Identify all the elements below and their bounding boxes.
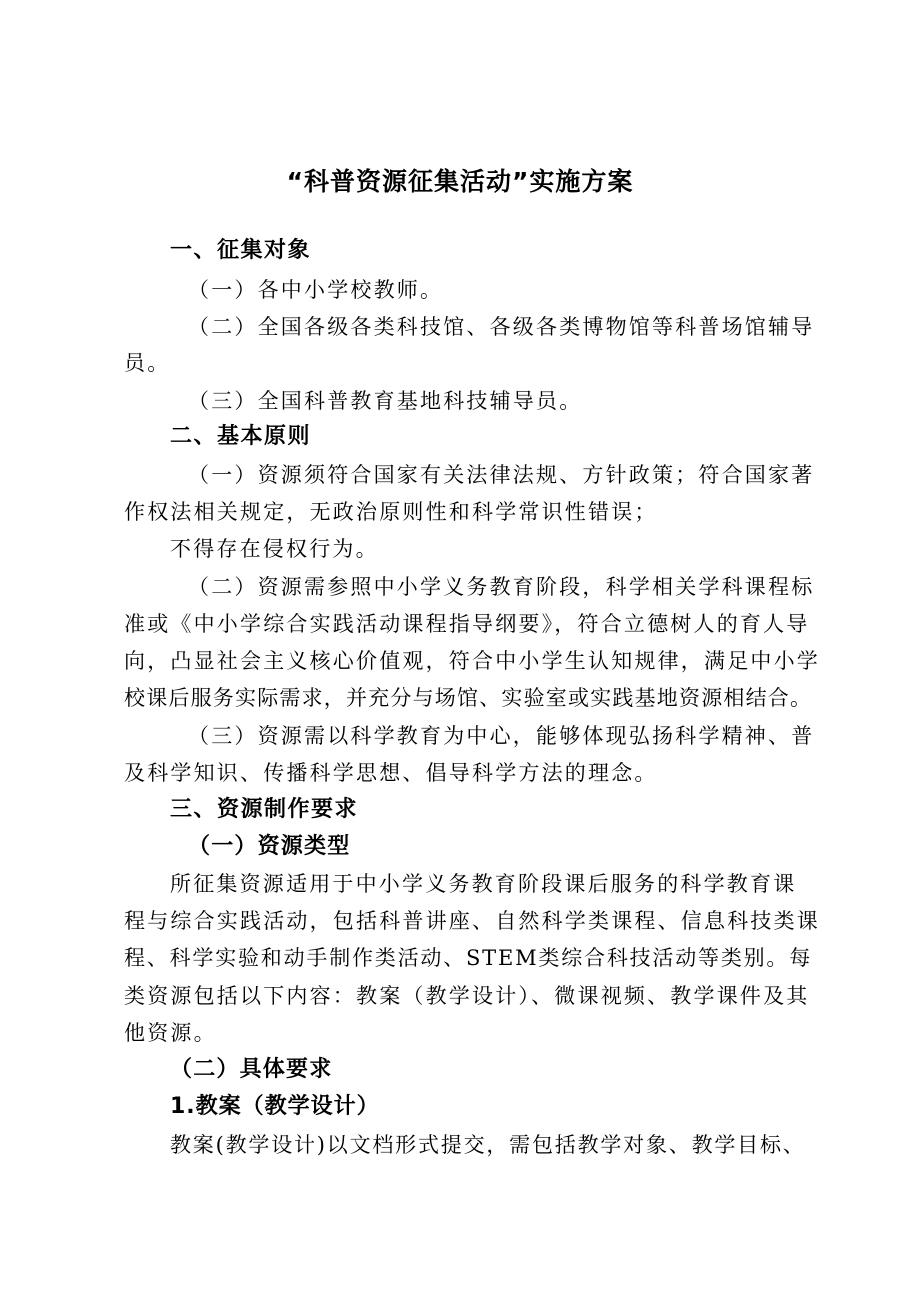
item-heading-1: 1.教案（教学设计）: [170, 1094, 380, 1119]
paragraph-line: （一）各中小学校教师。: [188, 278, 444, 302]
paragraph-line: 程与综合实践活动，包括科普讲座、自然科学类课程、信息科技类课: [124, 909, 820, 933]
paragraph-line: 员。: [124, 351, 171, 375]
paragraph-line: 不得存在侵权行为。: [170, 537, 379, 561]
document-title: “科普资源征集活动”实施方案: [286, 167, 634, 196]
subsection-heading-2: （二）具体要求: [170, 1057, 333, 1082]
paragraph-line: （二）资源需参照中小学义务教育阶段，科学相关学科课程标: [188, 575, 815, 599]
paragraph-line: 作权法相关规定，无政治原则性和科学常识性错误；: [124, 500, 658, 524]
paragraph-line: 教案(教学设计)以文档形式提交，需包括教学对象、教学目标、: [170, 1133, 806, 1157]
paragraph-line: 校课后服务实际需求，并充分与场馆、实验室或实践基地资源相结合。: [124, 686, 813, 710]
subsection-heading-1: （一）资源类型: [188, 834, 351, 859]
paragraph-line: 类资源包括以下内容：教案（教学设计）、微课视频、教学课件及其: [124, 984, 810, 1008]
section-heading-2: 二、基本原则: [170, 424, 312, 449]
paragraph-line: 向，凸显社会主义核心价值观，符合中小学生认知规律，满足中小学: [124, 649, 820, 673]
paragraph-line: 程、科学实验和动手制作类活动、STEM类综合科技活动等类别。每: [124, 946, 813, 970]
paragraph-line: 准或《中小学综合实践活动课程指导纲要》，符合立德树人的育人导: [124, 612, 810, 636]
section-heading-1: 一、征集对象: [170, 238, 312, 263]
section-heading-3: 三、资源制作要求: [170, 797, 359, 822]
paragraph-line: （三）资源需以科学教育为中心，能够体现弘扬科学精神、普: [188, 724, 815, 748]
paragraph-line: 他资源。: [124, 1021, 217, 1045]
paragraph-line: 所征集资源适用于中小学义务教育阶段课后服务的科学教育课: [170, 872, 797, 896]
paragraph-line: （三）全国科普教育基地科技辅导员。: [188, 389, 583, 413]
paragraph-line: （二）全国各级各类科技馆、各级各类博物馆等科普场馆辅导: [188, 315, 815, 339]
paragraph-line: （一）资源须符合国家有关法律法规、方针政策；符合国家著: [188, 463, 815, 487]
paragraph-line: 及科学知识、传播科学思想、倡导科学方法的理念。: [124, 761, 658, 785]
